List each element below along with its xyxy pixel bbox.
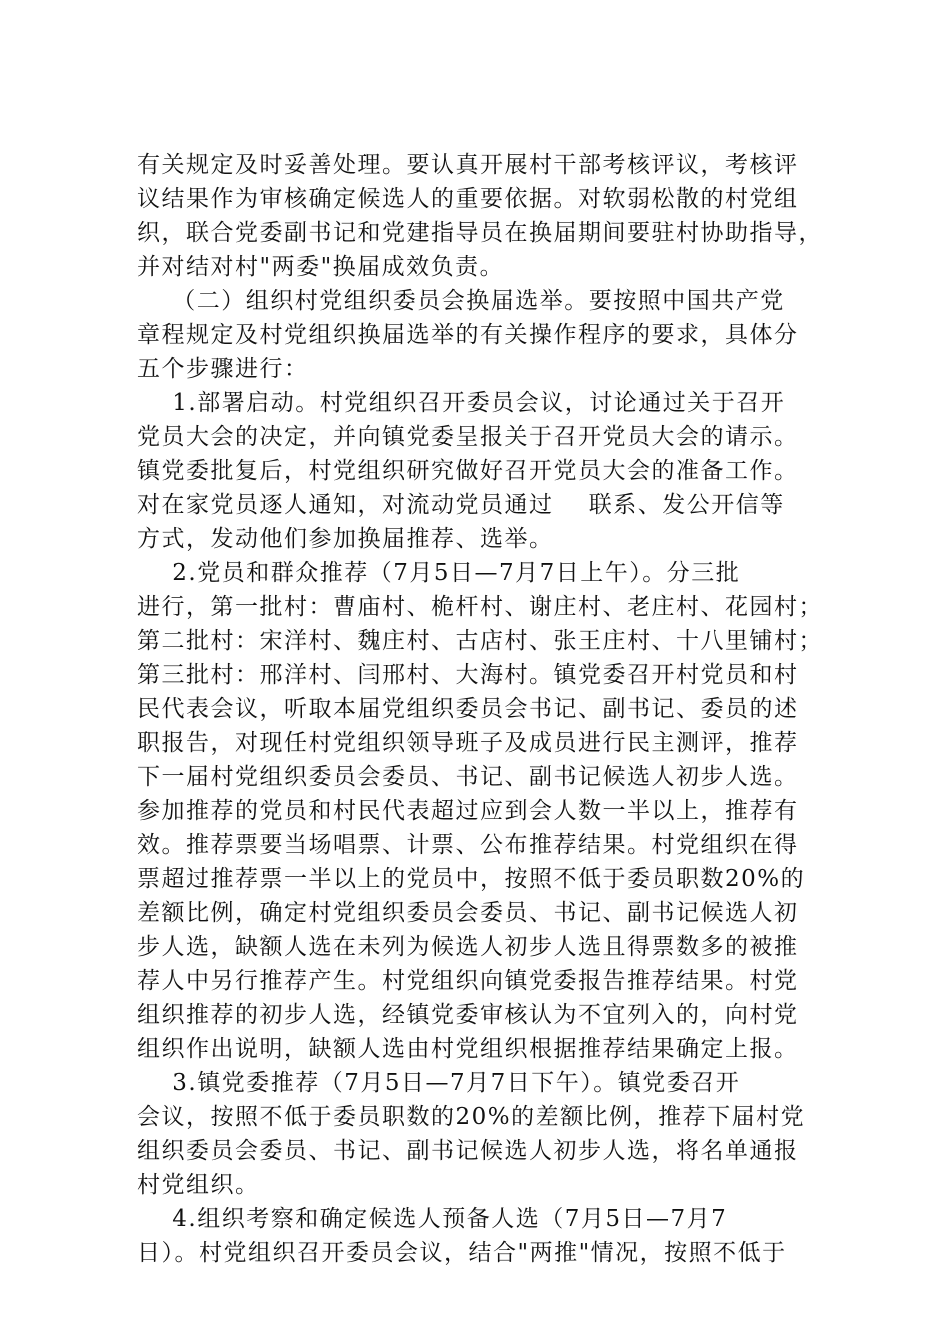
text-line: 村党组织。	[137, 1172, 260, 1198]
text-line: 日）。村党组织召开委员会议，结合"两推"情况，按照不低于	[137, 1240, 787, 1266]
text-line: 荐人中另行推荐产生。村党组织向镇党委报告推荐结果。村党	[137, 968, 799, 994]
document-body	[137, 148, 827, 1270]
text-line: 4.组织考察和确定候选人预备人选（7月5日—7月7	[137, 1206, 728, 1232]
text-line: 组织作出说明，缺额人选由村党组织根据推荐结果确定上报。	[137, 1036, 799, 1062]
text-line: （二）组织村党组织委员会换届选举。要按照中国共产党	[137, 288, 785, 314]
text-line: 方式，发动他们参加换届推荐、选举。	[137, 526, 554, 552]
text-line: 组织委员会委员、书记、副书记候选人初步人选，将名单通报	[137, 1138, 799, 1164]
text-line: 进行，第一批村：曹庙村、桅杆村、谢庄村、老庄村、花园村；	[137, 594, 823, 620]
text-line: 职报告，对现任村党组织领导班子及成员进行民主测评，推荐	[137, 730, 799, 756]
text-line: 议结果作为审核确定候选人的重要依据。对软弱松散的村党组	[137, 186, 799, 212]
text-line: 章程规定及村党组织换届选举的有关操作程序的要求，具体分	[137, 322, 799, 348]
text-line: 参加推荐的党员和村民代表超过应到会人数一半以上，推荐有	[137, 798, 799, 824]
text-line: 2.党员和群众推荐（7月5日—7月7日上午）。分三批	[137, 560, 741, 586]
text-line: 并对结对村"两委"换届成效负责。	[137, 254, 505, 280]
text-line: 步人选，缺额人选在未列为候选人初步人选且得票数多的被推	[137, 934, 799, 960]
text-line: 票超过推荐票一半以上的党员中，按照不低于委员职数20%的	[137, 866, 806, 892]
text-line: 组织推荐的初步人选，经镇党委审核认为不宜列入的，向村党	[137, 1002, 799, 1028]
text-line: 效。推荐票要当场唱票、计票、公布推荐结果。村党组织在得	[137, 832, 799, 858]
text-line: 镇党委批复后，村党组织研究做好召开党员大会的准备工作。	[137, 458, 799, 484]
text-line: 会议，按照不低于委员职数的20%的差额比例，推荐下届村党	[137, 1104, 806, 1130]
text-line: 差额比例，确定村党组织委员会委员、书记、副书记候选人初	[137, 900, 799, 926]
text-line: 下一届村党组织委员会委员、书记、副书记候选人初步人选。	[137, 764, 799, 790]
text-line: 党员大会的决定，并向镇党委呈报关于召开党员大会的请示。	[137, 424, 799, 450]
text-line: 有关规定及时妥善处理。要认真开展村干部考核评议，考核评	[137, 152, 799, 178]
text-line: 对在家党员逐人通知，对流动党员通过 联系、发公开信等	[137, 492, 785, 518]
text-line: 第二批村：宋洋村、魏庄村、古店村、张王庄村、十八里铺村；	[137, 628, 823, 654]
text-line: 1.部署启动。村党组织召开委员会议，讨论通过关于召开	[137, 390, 786, 416]
text-line: 3.镇党委推荐（7月5日—7月7日下午）。镇党委召开	[137, 1070, 741, 1096]
text-line: 民代表会议，听取本届党组织委员会书记、副书记、委员的述	[137, 696, 799, 722]
text-line: 五个步骤进行：	[137, 356, 309, 382]
text-line: 织，联合党委副书记和党建指导员在换届期间要驻村协助指导，	[137, 220, 823, 246]
text-line: 第三批村：邢洋村、闫邢村、大海村。镇党委召开村党员和村	[137, 662, 799, 688]
